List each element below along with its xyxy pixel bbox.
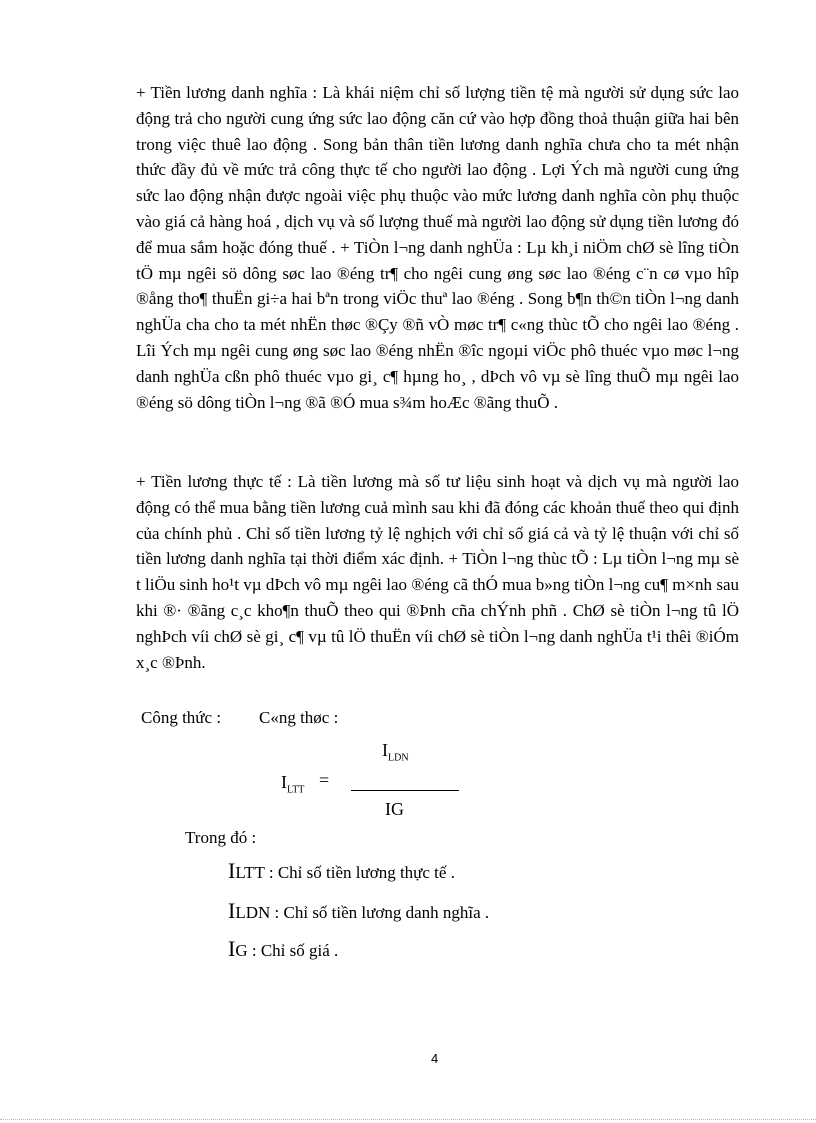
page-bottom-divider [0, 1119, 816, 1120]
formula-numerator: $I_{LDN}$ [382, 740, 409, 764]
fraction-bar [351, 790, 459, 791]
formula-denominator: IG [385, 799, 404, 819]
formula-equals: = [319, 770, 330, 790]
definition-g: IG : Chỉ số giá . [228, 936, 339, 961]
definition-ltt: ILTT : Chỉ số tiền lương thực tế . [228, 858, 455, 883]
definition-ldn: ILDN : Chỉ số tiền lương danh nghĩa . [228, 898, 490, 923]
paragraph-real-wage: + Tiền lương thực tế : Là tiền lương mà số tư liệu sinh hoạt và dịch vụ mà người lao động có thể mua bằng tiền lương cuả mình sau khi đã đóng các khoản thuế theo qui định của chính phủ . Chỉ số tiền lương tỷ lệ nghịch với chỉ số giá cả và tỷ lệ thuận với chỉ số tiền lương danh nghĩa tại thời điểm xác định. + TiÒn l¬ng thùc tÕ : Lµ tiÒn l¬ng mµ sè t liÖu sinh ho¹t vµ dÞch vô mµ ngêi lao ®éng cã thÓ mua b»ng tiÒn l¬ng cu¶ m×nh sau khi ®· ®ãng c¸c kho¶n thuÕ theo qui ®Þnh cña chÝnh phñ . ChØ sè tiÒn l¬ng tû lÖ nghÞch víi chØ sè gi¸ c¶ vµ tû lÖ thuËn víi chØ sè tiÒn l¬ng danh nghÜa t¹i thêi ®iÓm x¸c ®Þnh. [136, 472, 739, 672]
formula-lhs: $I_{LTT}$ [281, 772, 305, 796]
page-number: 4 [431, 1051, 439, 1066]
formula-label-tcvn: C«ng thøc : [259, 708, 339, 727]
paragraph-nominal-wage: + Tiền lương danh nghĩa : Là khái niệm chỉ số lượng tiền tệ mà người sử dụng sức lao động trả cho người cung ứng sức lao động căn cứ vào hợp đồng thoả thuận giữa hai bên trong việc thuê lao động . Song bản thân tiền lương danh nghĩa chưa cho ta mét nhận thức đầy đủ về mức trả công thực tế cho người lao động . Lợi Ých mà người cung ứng sức lao động nhận được ngoài việc phụ thuộc vào mức lương danh nghĩa còn phụ thuộc vào giá cả hàng hoá , dịch vụ và số lượng thuế mà người lao động sử dụng tiền lương đó để mua sắm hoặc đóng thuế . + TiÒn l¬ng danh nghÜa : Lµ kh¸i niÖm chØ sè lîng tiÒn tÖ mµ ngêi sö dông søc lao ®éng tr¶ cho ngêi cung øng søc lao ®éng c¨n cø vµo hîp ®ång tho¶ thuËn gi÷a hai bªn trong viÖc thuª lao ®éng . Song b¶n th©n tiÒn l¬ng danh nghÜa cha cho ta mét nhËn thøc ®Çy ®ñ vÒ møc tr¶ c«ng thùc tÕ cho ngêi lao ®éng . Lîi Ých mµ ngêi cung øng søc lao ®éng nhËn ®îc ngoµi viÖc phô thuéc vµo møc l¬ng danh nghÜa cßn phô thuéc vµo gi¸ c¶ hµng ho¸ , dÞch vô vµ sè lîng thuÕ mµ ngêi lao ®éng sö dông tiÒn l¬ng ®ã ®Ó mua s¾m hoÆc ®ãng thuÕ . [136, 83, 739, 412]
formula-label: Công thức : [141, 708, 222, 727]
definitions-intro: Trong đó : [185, 828, 257, 847]
